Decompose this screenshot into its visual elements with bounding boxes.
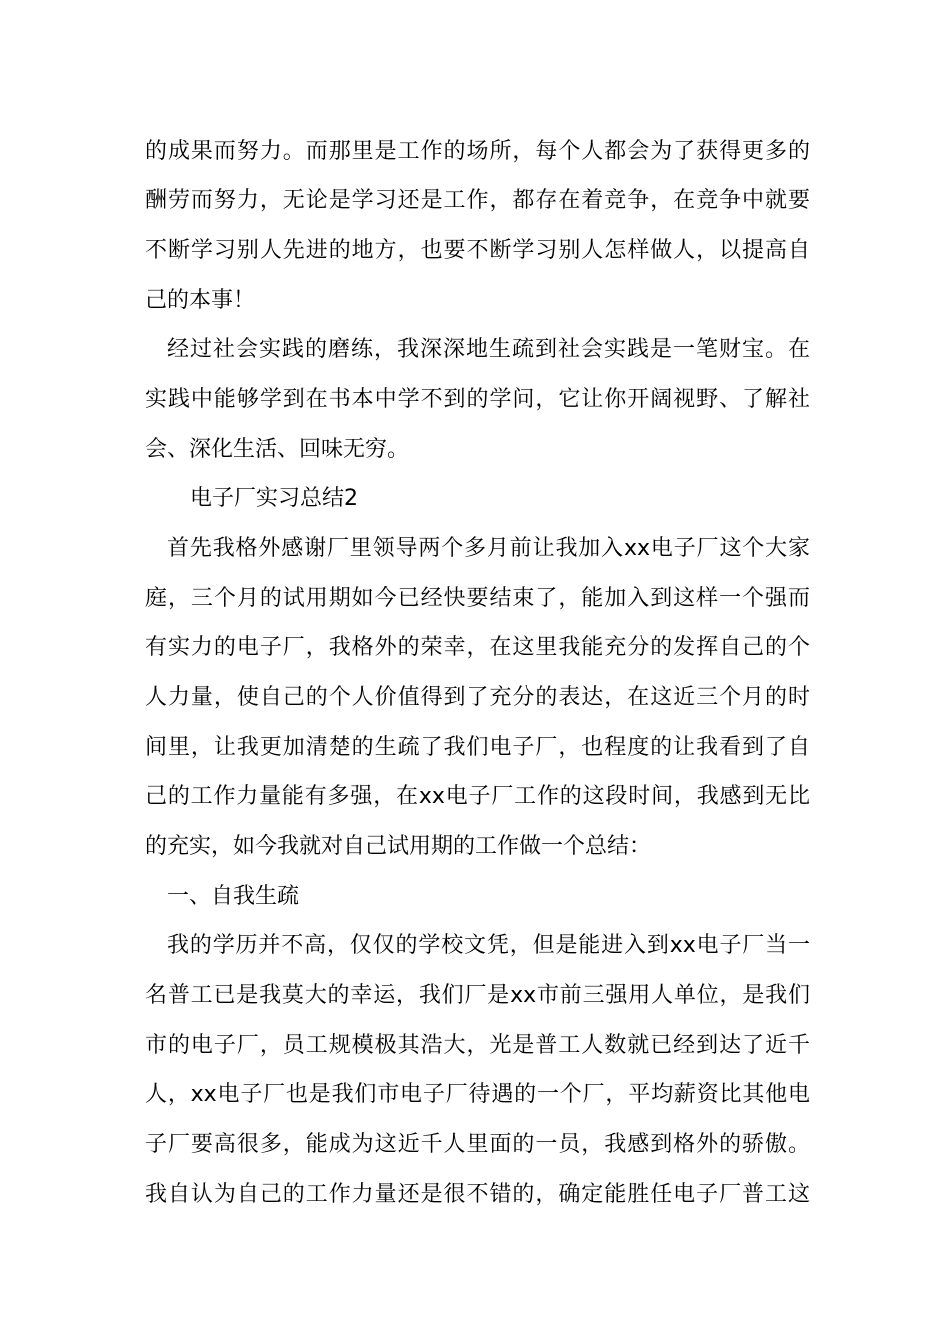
p4-line-6: 我自认为自己的工作力量还是很不错的，确定能胜任电子厂普工这 [145,1182,810,1207]
subsection-heading: 一、自我生疏 [167,884,300,909]
p1-line-4: 己的本事！ [145,288,256,313]
p1-line-1: 的成果而努力。而那里是工作的场所，每个人都会为了获得更多的 [145,139,810,164]
p3-line-1: 首先我格外感谢厂里领导两个多月前让我加入xx电子厂这个大家 [167,536,810,561]
p4-line-4: 人，xx电子厂也是我们市电子厂待遇的一个厂，平均薪资比其他电 [145,1082,810,1107]
p4-line-5: 子厂要高很多，能成为这近千人里面的一员，我感到格外的骄傲。 [145,1132,810,1157]
section-heading: 电子厂实习总结2 [190,486,358,511]
p3-line-6: 己的工作力量能有多强，在xx电子厂工作的这段时间，我感到无比 [145,784,810,809]
p3-line-7: 的充实，如今我就对自己试用期的工作做一个总结： [145,834,652,859]
p4-line-3: 市的电子厂，员工规模极其浩大，光是普工人数就已经到达了近千 [145,1033,810,1058]
p3-line-4: 人力量，使自己的个人价值得到了充分的表达，在这近三个月的时 [145,685,810,710]
p4-line-2: 名普工已是我莫大的幸运，我们厂是xx市前三强用人单位，是我们 [145,983,810,1008]
p1-line-3: 不断学习别人先进的地方，也要不断学习别人怎样做人，以提高自 [145,238,810,263]
p2-line-3: 会、深化生活、回味无穷。 [145,437,410,462]
p3-line-5: 间里，让我更加清楚的生疏了我们电子厂，也程度的让我看到了自 [145,735,810,760]
p2-line-2: 实践中能够学到在书本中学不到的学问，它让你开阔视野、了解社 [145,387,810,412]
p2-line-1: 经过社会实践的磨练，我深深地生疏到社会实践是一笔财宝。在 [167,337,810,362]
p1-line-2: 酬劳而努力，无论是学习还是工作，都存在着竞争，在竞争中就要 [145,188,810,213]
p3-line-2: 庭，三个月的试用期如今已经快要结束了，能加入到这样一个强而 [145,586,810,611]
p3-line-3: 有实力的电子厂，我格外的荣幸，在这里我能充分的发挥自己的个 [145,635,810,660]
p4-line-1: 我的学历并不高，仅仅的学校文凭，但是能进入到xx电子厂当一 [167,933,810,958]
